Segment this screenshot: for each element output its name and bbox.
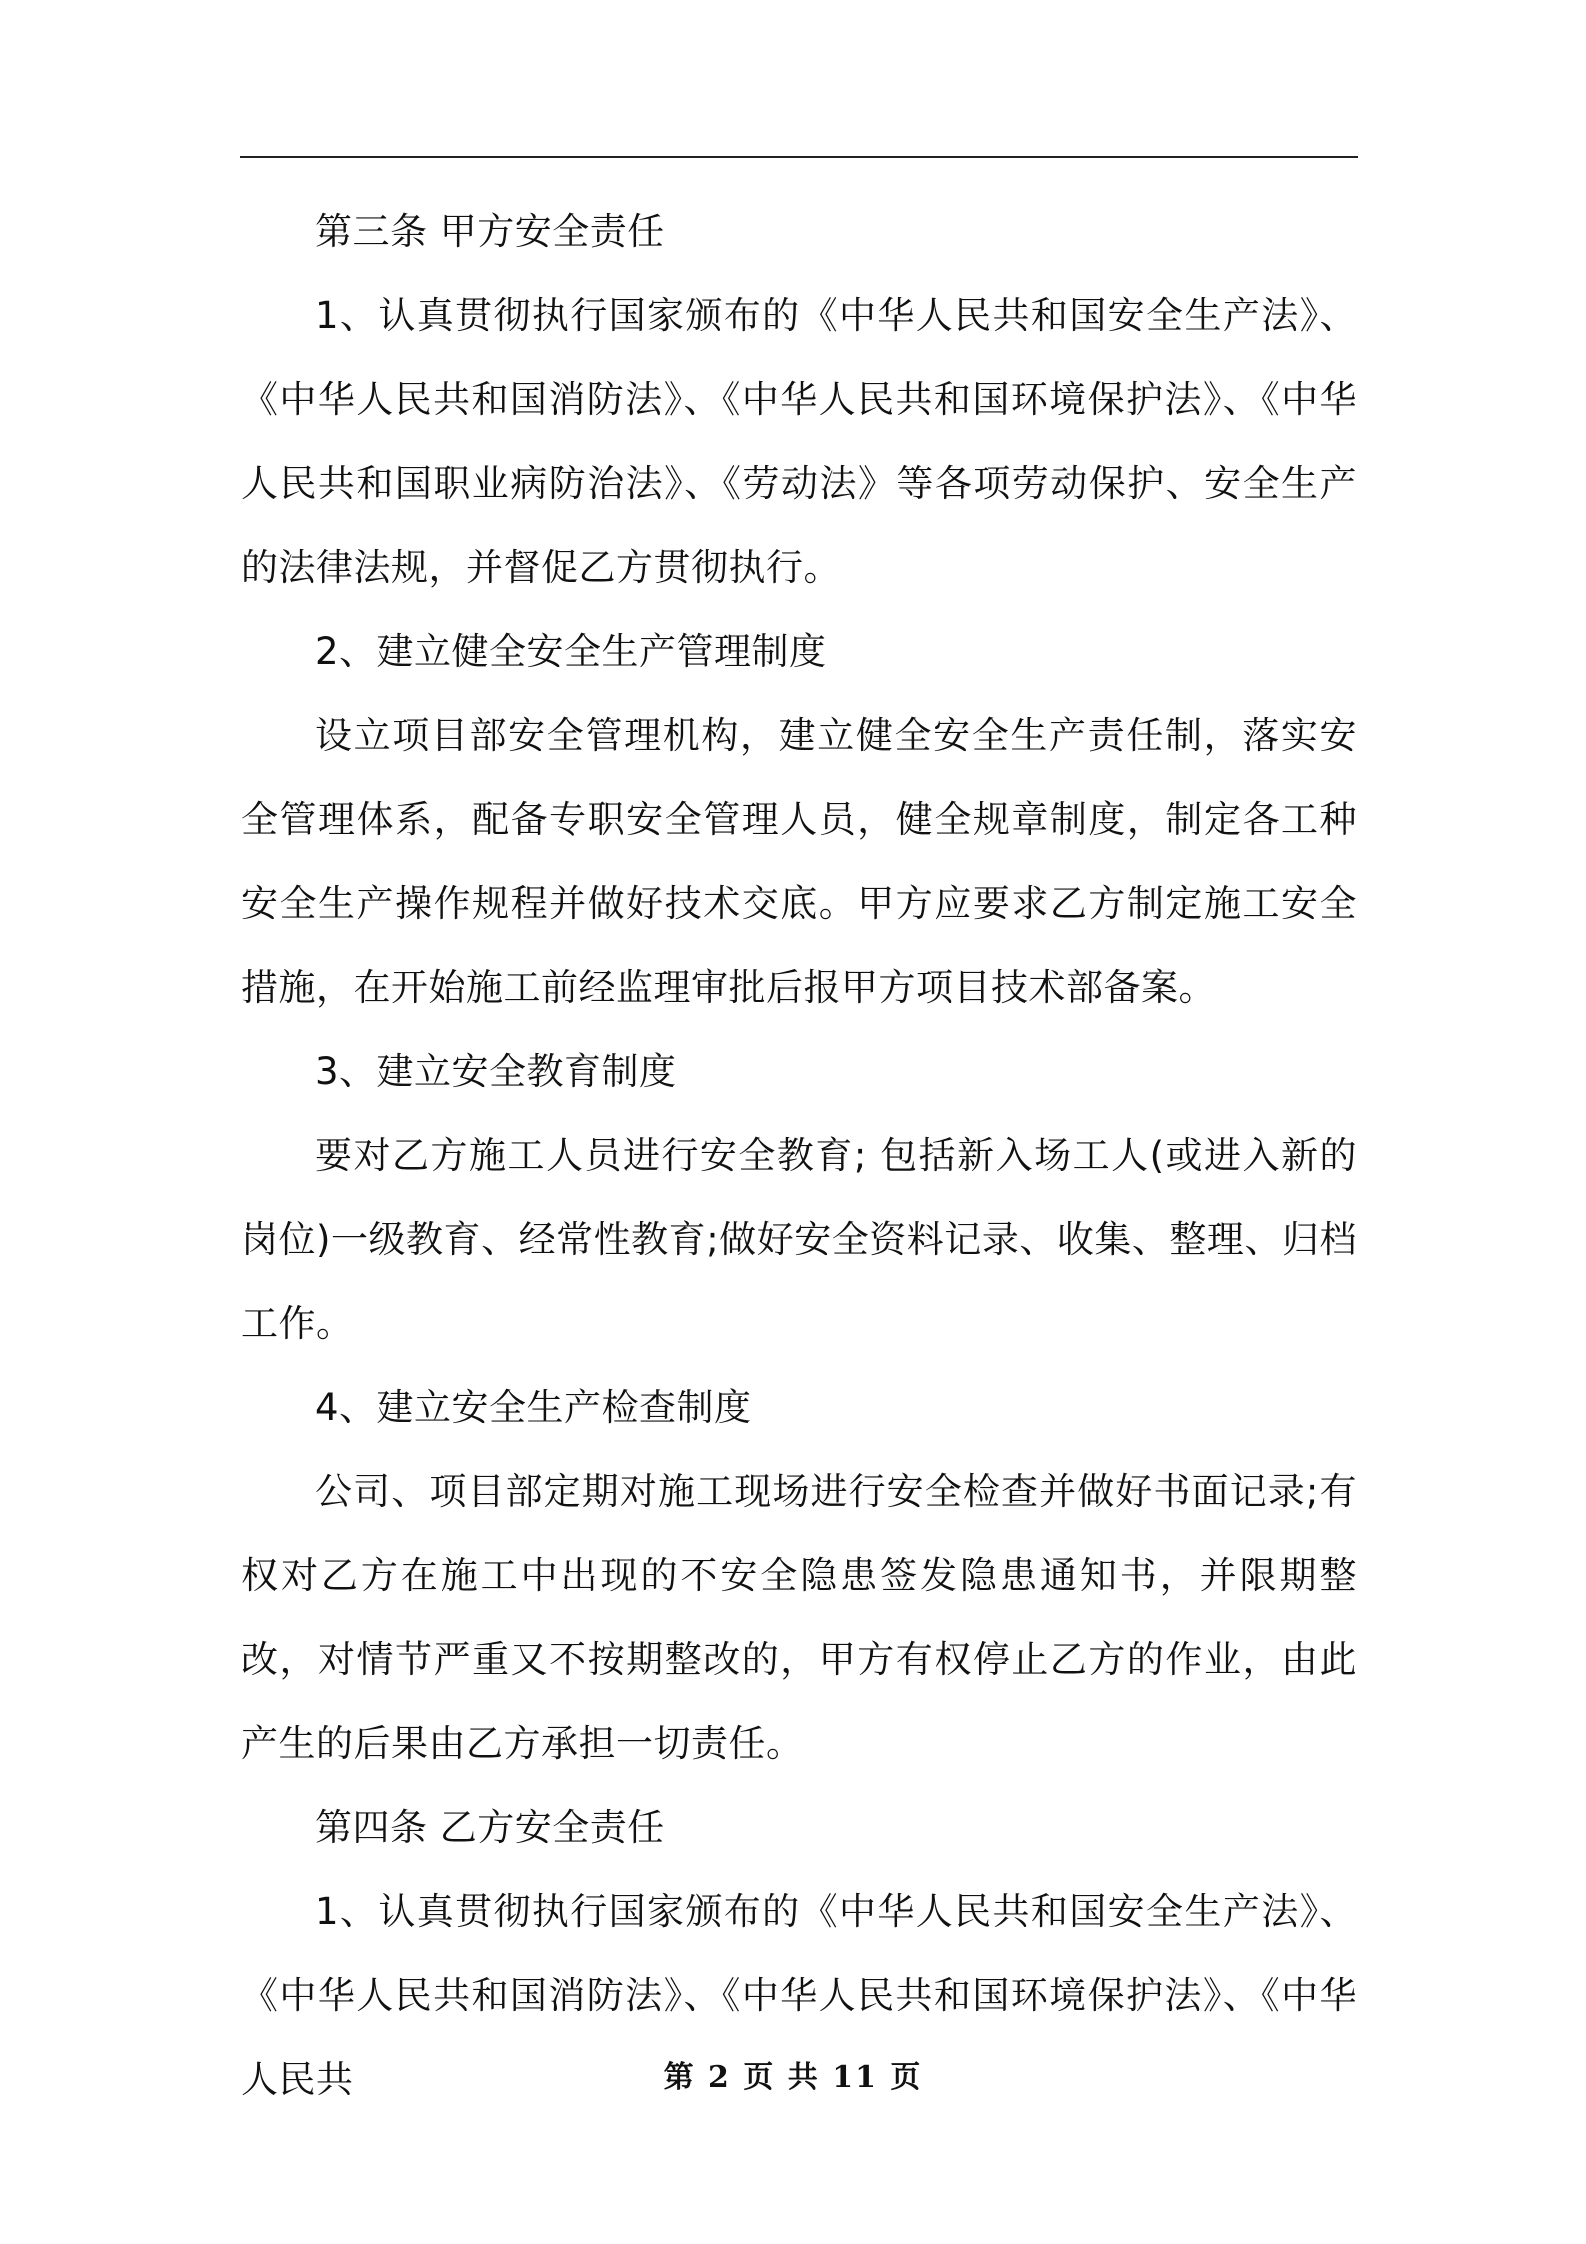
paragraph: 1、认真贯彻执行国家颁布的《中华人民共和国安全生产法》、《中华人民共和国消防法》、《中华人民共和国环境保护法》、《中华人民共和国职业病防治法》、《劳动法》等各项劳动保护、安全生产的法律法规，并督促乙方贯彻执行。: [241, 294, 1357, 589]
subheading: 3、建立安全教育制度: [315, 1050, 677, 1093]
subheading: 4、建立安全生产检查制度: [315, 1386, 752, 1429]
subheading: 2、建立健全安全生产管理制度: [315, 630, 827, 673]
header-rule: [240, 156, 1358, 158]
section-heading-article-4: 第四条 乙方安全责任: [315, 1806, 665, 1849]
section-heading-article-3: 第三条 甲方安全责任: [315, 210, 665, 253]
paragraph: 公司、项目部定期对施工现场进行安全检查并做好书面记录;有权对乙方在施工中出现的不安全隐患签发隐患通知书，并限期整改，对情节严重又不按期整改的，甲方有权停止乙方的作业，由此产生的后果由乙方承担一切责任。: [241, 1470, 1357, 1765]
paragraph: 1、认真贯彻执行国家颁布的《中华人民共和国安全生产法》、《中华人民共和国消防法》、《中华人民共和国环境保护法》、《中华人民共: [241, 1890, 1357, 2101]
document-body: [241, 190, 1357, 2122]
page-number-footer: 第 2 页 共 11 页: [663, 2060, 923, 2095]
paragraph: 设立项目部安全管理机构，建立健全安全生产责任制，落实安全管理体系，配备专职安全管理人员，健全规章制度，制定各工种安全生产操作规程并做好技术交底。甲方应要求乙方制定施工安全措施，在开始施工前经监理审批后报甲方项目技术部备案。: [241, 714, 1357, 1009]
paragraph: 要对乙方施工人员进行安全教育; 包括新入场工人(或进入新的岗位)一级教育、经常性教育;做好安全资料记录、收集、整理、归档工作。: [241, 1134, 1357, 1345]
